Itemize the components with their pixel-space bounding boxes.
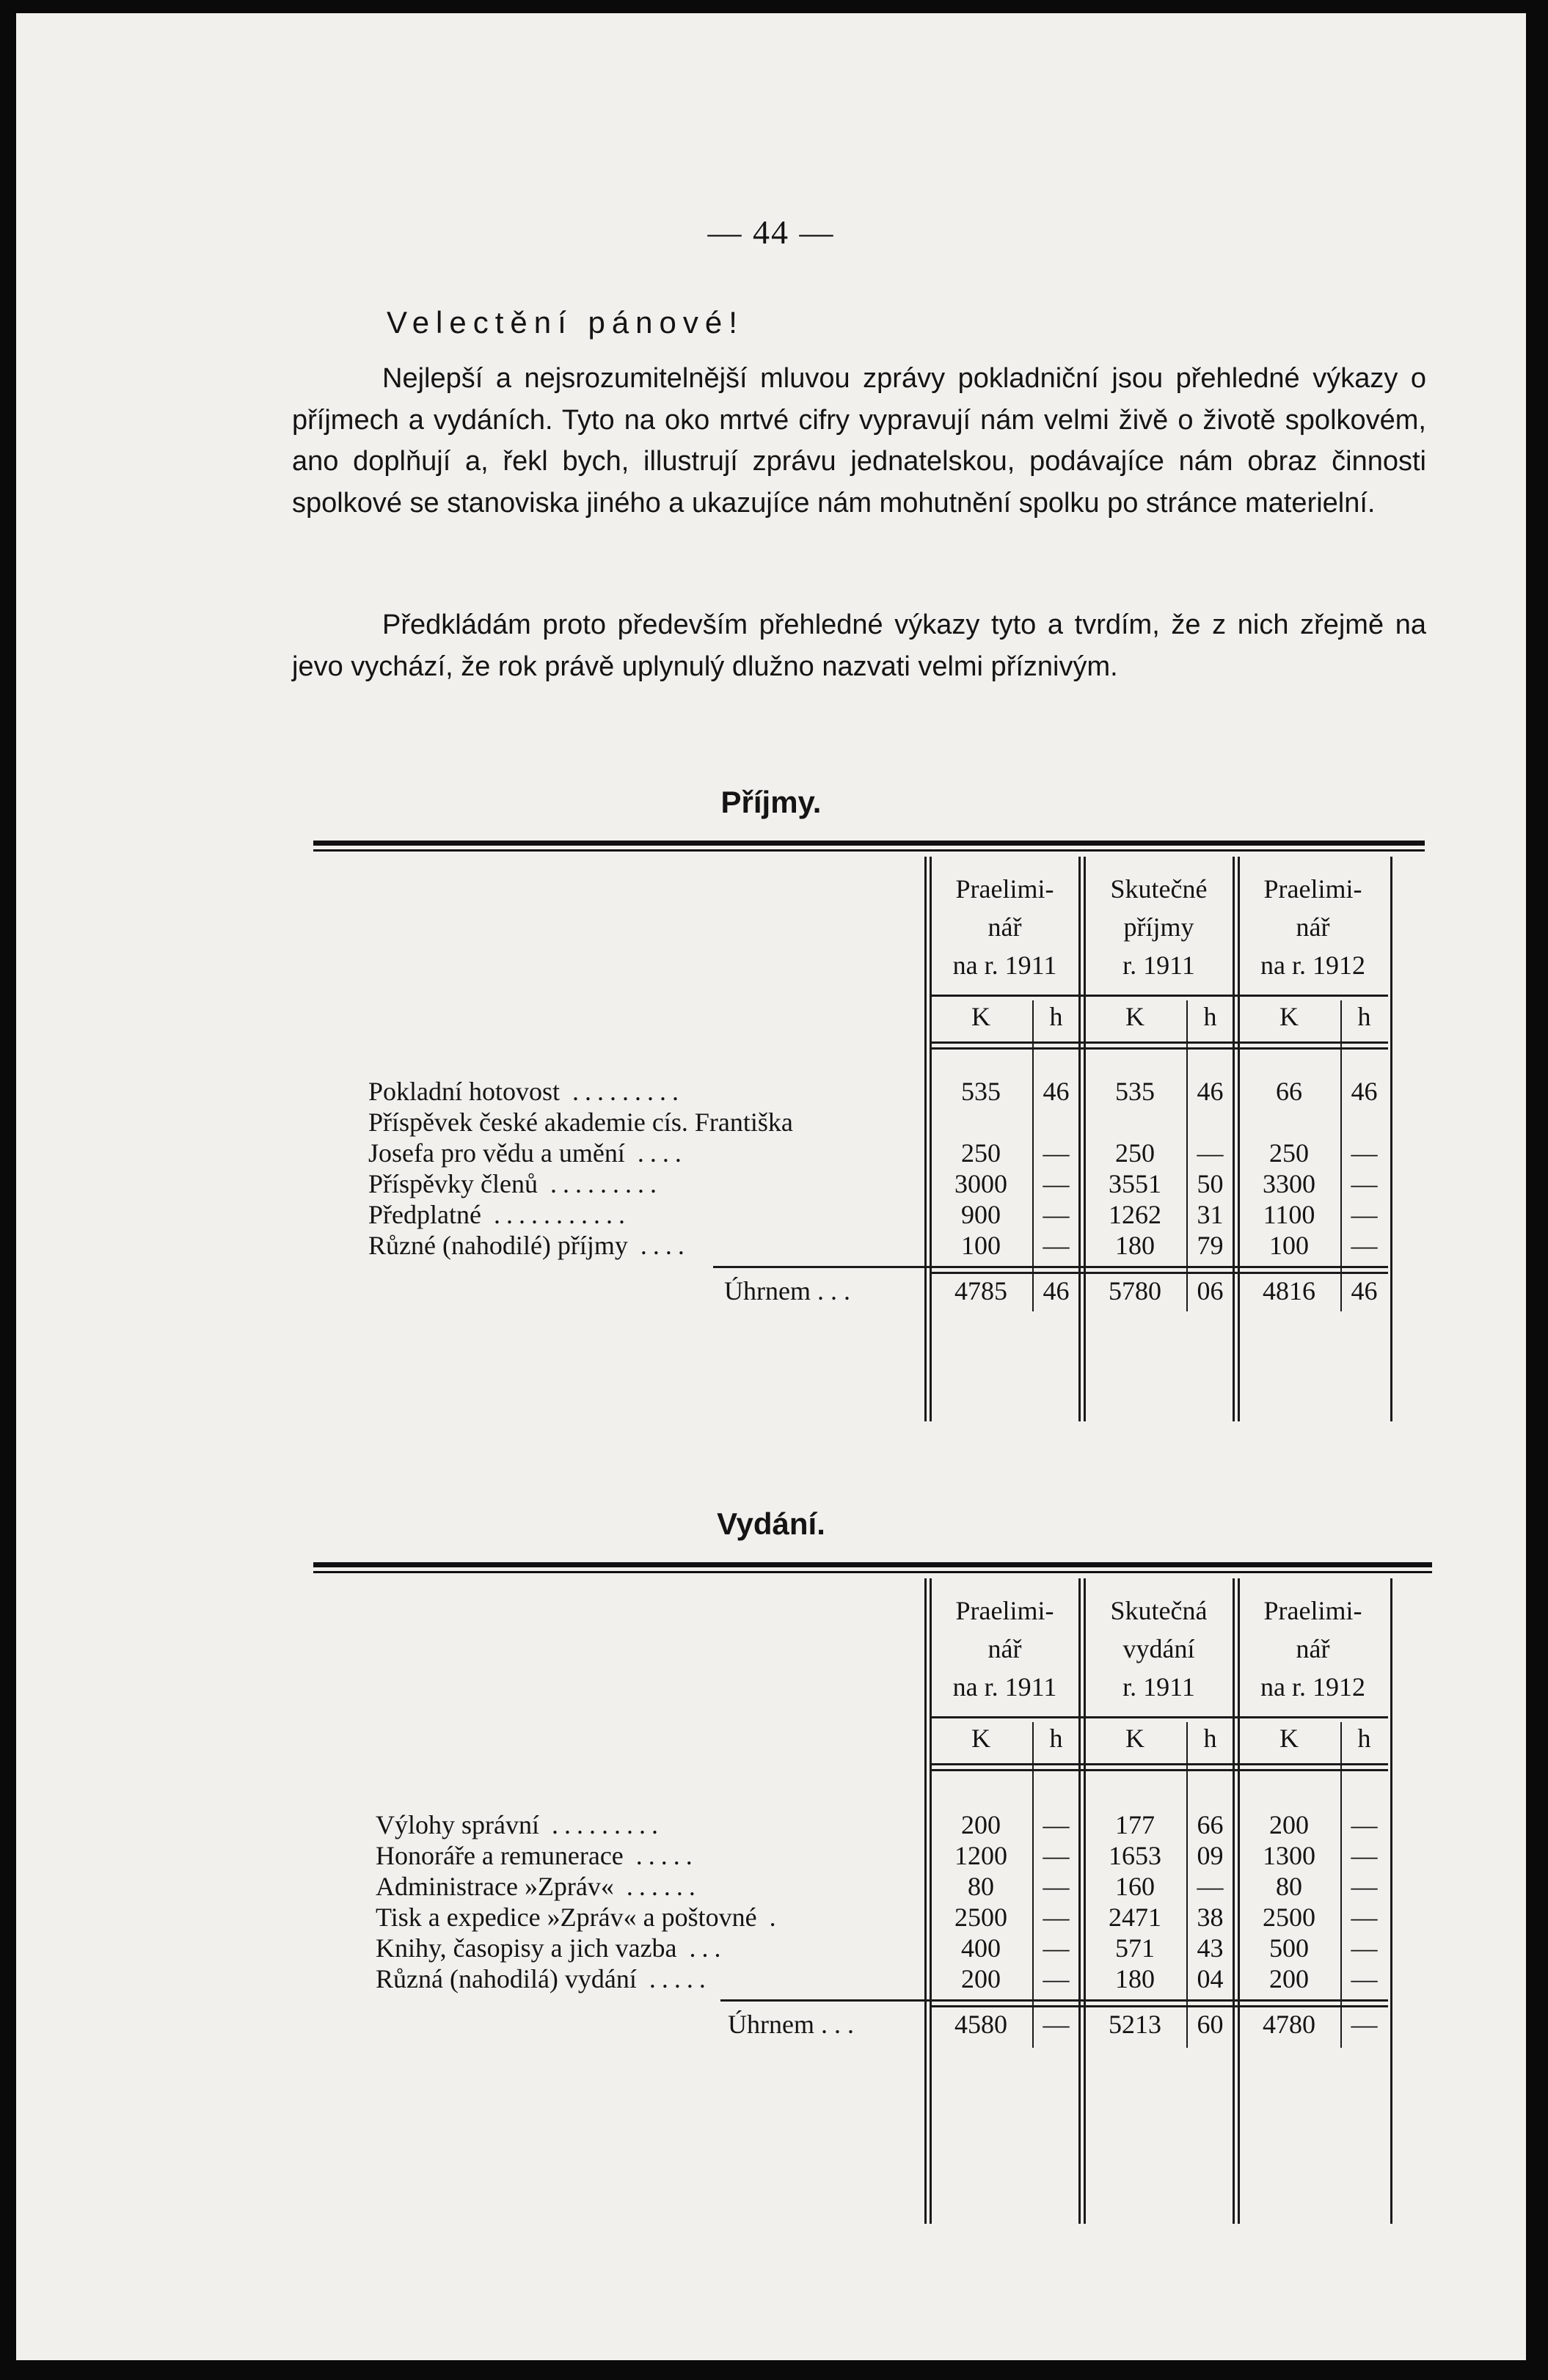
- income-row-label-text: Josefa pro vědu a umění: [368, 1138, 625, 1168]
- income-row-label-text: Pokladní hotovost: [368, 1077, 561, 1106]
- expenses-vline: [924, 1578, 927, 2224]
- document-page: [16, 13, 1526, 2360]
- income-row-value: 46: [1351, 1077, 1378, 1106]
- income-row-value: 3300: [1263, 1169, 1315, 1198]
- page-number: — 44 —: [707, 213, 835, 251]
- expenses-row-leader-dots: .........: [538, 1810, 664, 1839]
- expenses-row-value: —: [1197, 1872, 1224, 1901]
- income-row-leader-dots: .........: [537, 1169, 662, 1198]
- income-unit-h: h: [1049, 1002, 1063, 1031]
- income-unit-rule: [930, 1041, 1388, 1044]
- expenses-row-label: [376, 1903, 782, 1932]
- income-unit-k: K: [1279, 1002, 1299, 1031]
- income-row-label: [368, 1200, 631, 1229]
- expenses-header-rule: [930, 1716, 1388, 1718]
- expenses-row-value: 180: [1115, 1964, 1155, 1993]
- income-row-value: —: [1043, 1200, 1070, 1229]
- expenses-row-label: [376, 1933, 727, 1963]
- expenses-row-label: [376, 1872, 701, 1901]
- income-header-rule: [930, 995, 1388, 997]
- expenses-title: Vydání.: [717, 1506, 825, 1541]
- income-unit-h: h: [1203, 1002, 1217, 1031]
- income-unit-rule-2: [930, 1047, 1388, 1050]
- expenses-row-label-text: Různá (nahodilá) vydání: [376, 1964, 637, 1993]
- expenses-row-value: 200: [1269, 1810, 1309, 1839]
- income-total-value: 46: [1351, 1276, 1378, 1306]
- expenses-row-value: —: [1043, 1872, 1070, 1901]
- income-vline: [924, 857, 927, 1421]
- expenses-row-label: [376, 1810, 664, 1839]
- expenses-row-value: 80: [1276, 1872, 1302, 1901]
- income-col-header: nář: [987, 912, 1022, 942]
- income-unit-k: K: [1125, 1002, 1144, 1031]
- income-top-rule: [313, 841, 1425, 846]
- income-row-value: 250: [1115, 1138, 1155, 1168]
- income-row-leader-dots: ....: [627, 1231, 690, 1260]
- income-col-header: r. 1911: [1122, 951, 1195, 980]
- expenses-row-leader-dots: .....: [636, 1964, 712, 1993]
- income-row-value: 100: [1269, 1231, 1309, 1260]
- expenses-row-label-text: Tisk a expedice »Zpráv« a poštovné: [376, 1903, 757, 1932]
- income-col-header: příjmy: [1123, 912, 1194, 942]
- expenses-row-value: —: [1351, 1872, 1378, 1901]
- expenses-row-value: 200: [961, 1964, 1001, 1993]
- income-col-header: nář: [1296, 912, 1330, 942]
- income-row-label: [368, 1169, 662, 1198]
- income-title: Příjmy.: [720, 785, 822, 819]
- income-row-value: 66: [1276, 1077, 1302, 1106]
- expenses-vline: [1390, 1578, 1392, 2224]
- income-row-value: 1262: [1109, 1200, 1161, 1229]
- expenses-row-leader-dots: .: [756, 1903, 782, 1932]
- expenses-unit-k: K: [971, 1724, 990, 1753]
- expenses-row-value: —: [1043, 1964, 1070, 1993]
- expenses-top-rule-thin: [313, 1571, 1432, 1573]
- income-row-value: —: [1043, 1138, 1070, 1168]
- income-col-header: Praelimi-: [1263, 874, 1362, 904]
- income-row-value: 250: [1269, 1138, 1309, 1168]
- expenses-unit-h: h: [1357, 1724, 1371, 1753]
- expenses-row-value: 571: [1115, 1933, 1155, 1963]
- income-row-label: [368, 1138, 687, 1168]
- expenses-col-header: Skutečná: [1110, 1596, 1208, 1625]
- income-sum-rule-2: [930, 1272, 1388, 1274]
- expenses-row-leader-dots: ...: [676, 1933, 727, 1963]
- expenses-row-label: [376, 1964, 712, 1993]
- income-row-label-text: Předplatné: [368, 1200, 481, 1229]
- expenses-unit-k: K: [1279, 1724, 1299, 1753]
- income-row-leader-dots: ...........: [481, 1200, 631, 1229]
- income-row-value: 3551: [1109, 1169, 1161, 1198]
- expenses-total-value: 60: [1197, 2010, 1224, 2039]
- income-total-value: 4816: [1263, 1276, 1315, 1306]
- expenses-row-value: 200: [961, 1810, 1001, 1839]
- expenses-row-value: 38: [1197, 1903, 1224, 1932]
- expenses-row-label-text: Honoráře a remunerace: [376, 1841, 624, 1870]
- income-top-rule-thin: [313, 849, 1425, 852]
- expenses-col-header: vydání: [1122, 1634, 1195, 1663]
- expenses-row-value: —: [1351, 1841, 1378, 1870]
- paragraph-2: Předkládám proto především přehledné výkazy tyto a tvrdím, že z nich zřejmě na jevo vychází, že rok právě uplynulý dlužno nazvati velmi příznivým.: [292, 609, 1426, 682]
- income-total-value: 46: [1043, 1276, 1070, 1306]
- income-total-value: 4785: [954, 1276, 1007, 1306]
- expenses-total-value: 4780: [1263, 2010, 1315, 2039]
- expenses-total-value: —: [1043, 2010, 1070, 2039]
- expenses-row-value: 177: [1115, 1810, 1155, 1839]
- expenses-total-value: —: [1351, 2010, 1378, 2039]
- expenses-col-header: nář: [987, 1634, 1022, 1663]
- expenses-row-value: —: [1043, 1933, 1070, 1963]
- expenses-col-header: Praelimi-: [955, 1596, 1054, 1625]
- income-col-header: Praelimi-: [955, 874, 1054, 904]
- paragraph-1: Nejlepší a nejsrozumitelnější mluvou zprávy pokladniční jsou přehledné výkazy o příjmech a vydáních. Tyto na oko mrtvé cifry vypravují nám velmi živě o životě spolkovém, ano doplňují a, řekl bych, illustrují zprávu jednatelskou, podávajíce nám obraz činnosti spolkové se stanoviska jiného a ukazujíce nám mohutnění spolku po stránce materielní.: [292, 363, 1426, 519]
- expenses-row-value: —: [1351, 1810, 1378, 1839]
- income-row-leader-dots: .........: [560, 1077, 685, 1106]
- expenses-row-value: 2500: [1263, 1903, 1315, 1932]
- expenses-row-value: 43: [1197, 1933, 1224, 1963]
- salutation: Velectění pánové!: [387, 305, 744, 340]
- income-col-header: Skutečné: [1110, 874, 1208, 904]
- expenses-row-value: —: [1043, 1810, 1070, 1839]
- expenses-row-label-text: Administrace »Zpráv«: [376, 1872, 614, 1901]
- expenses-table: [302, 1578, 1425, 2224]
- expenses-row-value: 1200: [954, 1841, 1007, 1870]
- income-row-value: —: [1043, 1169, 1070, 1198]
- income-row-value: 535: [1115, 1077, 1155, 1106]
- income-unit-k: K: [971, 1002, 990, 1031]
- expenses-col-header: na r. 1912: [1260, 1672, 1365, 1702]
- expenses-row-value: 160: [1115, 1872, 1155, 1901]
- income-row-value: —: [1351, 1231, 1378, 1260]
- expenses-total-value: 5213: [1109, 2010, 1161, 2039]
- expenses-row-leader-dots: ......: [613, 1872, 701, 1901]
- expenses-row-value: 200: [1269, 1964, 1309, 1993]
- income-row-label: [368, 1107, 793, 1137]
- expenses-unit-rule-2: [930, 1769, 1388, 1771]
- income-row-value: 3000: [954, 1169, 1007, 1198]
- income-sum-rule: [713, 1266, 1388, 1268]
- income-row-value: —: [1351, 1138, 1378, 1168]
- expenses-col-header: r. 1911: [1122, 1672, 1195, 1702]
- expenses-col-header: Praelimi-: [1263, 1596, 1362, 1625]
- expenses-row-value: —: [1043, 1841, 1070, 1870]
- expenses-unit-h: h: [1203, 1724, 1217, 1753]
- income-vline: [1390, 857, 1392, 1421]
- income-row-label-text: Příspěvky členů: [368, 1169, 538, 1198]
- expenses-row-value: —: [1351, 1903, 1378, 1932]
- expenses-row-value: 1653: [1109, 1841, 1161, 1870]
- income-row-value: 180: [1115, 1231, 1155, 1260]
- expenses-row-value: —: [1043, 1903, 1070, 1932]
- expenses-row-value: —: [1351, 1933, 1378, 1963]
- expenses-row-value: —: [1351, 1964, 1378, 1993]
- income-row-label: [368, 1231, 690, 1260]
- income-row-label: [368, 1077, 684, 1106]
- income-row-value: 79: [1197, 1231, 1224, 1260]
- expenses-row-value: 09: [1197, 1841, 1224, 1870]
- expenses-row-value: 80: [968, 1872, 994, 1901]
- income-table: [302, 857, 1425, 1421]
- income-row-value: 900: [961, 1200, 1001, 1229]
- expenses-unit-h: h: [1049, 1724, 1063, 1753]
- income-row-value: 50: [1197, 1169, 1224, 1198]
- expenses-row-value: 66: [1197, 1810, 1224, 1839]
- expenses-row-value: 500: [1269, 1933, 1309, 1963]
- expenses-unit-k: K: [1125, 1724, 1144, 1753]
- expenses-total-label: Úhrnem . . .: [728, 2010, 854, 2039]
- income-row-value: 46: [1043, 1077, 1070, 1106]
- expenses-row-value: 1300: [1263, 1841, 1315, 1870]
- expenses-sum-rule-2: [930, 2005, 1388, 2007]
- income-row-value: —: [1043, 1231, 1070, 1260]
- income-total-value: 5780: [1109, 1276, 1161, 1306]
- expenses-row-leader-dots: .....: [623, 1841, 698, 1870]
- income-row-label-text: Příspěvek české akademie cís. Františka: [368, 1107, 793, 1137]
- expenses-sum-rule: [720, 1999, 1388, 2002]
- expenses-row-value: 04: [1197, 1964, 1224, 1993]
- income-row-value: 535: [961, 1077, 1001, 1106]
- income-row-value: —: [1351, 1169, 1378, 1198]
- income-row-value: 31: [1197, 1200, 1224, 1229]
- income-row-value: —: [1197, 1138, 1224, 1168]
- income-row-value: 250: [961, 1138, 1001, 1168]
- income-row-leader-dots: ....: [624, 1138, 687, 1168]
- income-col-header: na r. 1911: [952, 951, 1057, 980]
- income-row-value: 1100: [1263, 1200, 1315, 1229]
- expenses-row-label-text: Knihy, časopisy a jich vazba: [376, 1933, 677, 1963]
- income-row-value: 100: [961, 1231, 1001, 1260]
- expenses-unit-rule: [930, 1763, 1388, 1765]
- expenses-row-value: 2471: [1109, 1903, 1161, 1932]
- expenses-col-header: nář: [1296, 1634, 1330, 1663]
- expenses-row-value: 400: [961, 1933, 1001, 1963]
- income-row-value: —: [1351, 1200, 1378, 1229]
- income-total-value: 06: [1197, 1276, 1224, 1306]
- expenses-col-header: na r. 1911: [952, 1672, 1057, 1702]
- income-row-label-text: Různé (nahodilé) příjmy: [368, 1231, 628, 1260]
- expenses-row-label: [376, 1841, 698, 1870]
- income-total-label: Úhrnem . . .: [724, 1276, 850, 1306]
- expenses-row-label-text: Výlohy správní: [376, 1810, 539, 1839]
- income-col-header: na r. 1912: [1260, 951, 1365, 980]
- income-row-value: 46: [1197, 1077, 1224, 1106]
- expenses-total-value: 4580: [954, 2010, 1007, 2039]
- expenses-row-value: 2500: [954, 1903, 1007, 1932]
- income-unit-h: h: [1357, 1002, 1371, 1031]
- expenses-top-rule: [313, 1562, 1432, 1567]
